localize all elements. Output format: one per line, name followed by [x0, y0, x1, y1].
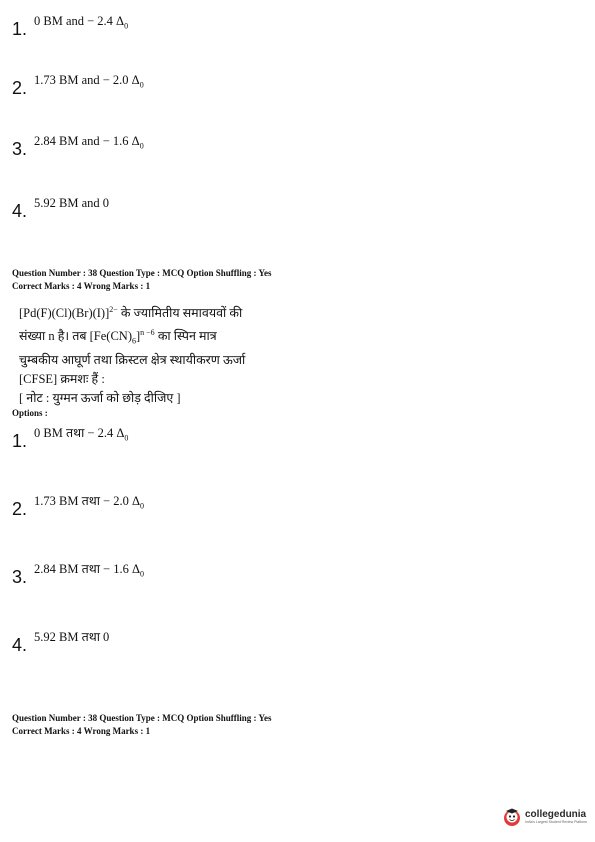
- option-3-hi: [12, 560, 144, 586]
- option-1-en: [12, 12, 128, 38]
- marks-meta-line: Correct Marks : 4 Wrong Marks : 1: [12, 281, 151, 291]
- option-4-en: [12, 194, 109, 220]
- option-1-hi: [12, 424, 128, 450]
- logo-tagline: India's Largest Student Review Platform: [525, 820, 588, 824]
- option-number: 1.: [12, 19, 28, 39]
- question-meta-line: Question Number : 38 Question Type : MCQ Option Shuffling : Yes: [12, 268, 272, 278]
- question-meta-line: Question Number : 38 Question Type : MCQ Option Shuffling : Yes: [12, 713, 272, 723]
- option-text: 5.92 BM तथा 0: [34, 630, 110, 644]
- logo-mascot-icon: [502, 807, 522, 827]
- option-text: 1.73 BM and − 2.0 $\Delta_0$: [34, 73, 144, 90]
- collegedunia-logo: [502, 800, 590, 834]
- option-number: 2.: [12, 499, 28, 519]
- option-number: 1.: [12, 431, 28, 451]
- question-line: चुम्बकीय आघूर्ण तथा क्रिस्टल क्षेत्र स्थायीकरण ऊर्जा: [19, 352, 246, 367]
- option-text: 0 BM and − 2.4 $\Delta_0$: [34, 14, 129, 31]
- option-4-hi: [12, 628, 109, 654]
- option-2-en: [12, 71, 144, 97]
- option-3-en: [12, 132, 144, 158]
- question-note: [ नोट : युग्मन ऊर्जा को छोड़ दीजिए ]: [19, 390, 181, 405]
- question-meta: [12, 267, 271, 293]
- marks-meta-line: Correct Marks : 4 Wrong Marks : 1: [12, 726, 151, 736]
- option-number: 4.: [12, 201, 28, 221]
- question-line: संख्या n है। तब $[Fe(CN)_6]^{n -6}$ का स्पिन मात्र: [19, 328, 217, 346]
- option-number: 3.: [12, 567, 28, 587]
- question-text: [19, 300, 245, 408]
- option-text: 2.84 BM and − 1.6 $\Delta_0$: [34, 134, 144, 151]
- option-text: 1.73 BM तथा − 2.0 $\Delta_0$: [34, 494, 145, 511]
- logo-name: collegedunia: [525, 809, 587, 820]
- option-number: 4.: [12, 635, 28, 655]
- option-text: 0 BM तथा − 2.4 $\Delta_0$: [34, 426, 129, 443]
- option-number: 2.: [12, 78, 28, 98]
- option-number: 3.: [12, 139, 28, 159]
- option-2-hi: [12, 492, 144, 518]
- question-meta: [12, 712, 271, 738]
- option-text: 5.92 BM and 0: [34, 196, 109, 210]
- question-line: [CFSE] क्रमशः हैं :: [19, 371, 105, 386]
- options-label: Options :: [12, 408, 48, 418]
- option-text: 2.84 BM तथा − 1.6 $\Delta_0$: [34, 562, 145, 579]
- question-line: $[Pd(F)(Cl)(Br)(I)]^{2-}$ के ज्यामितीय समावयवों की: [19, 305, 243, 321]
